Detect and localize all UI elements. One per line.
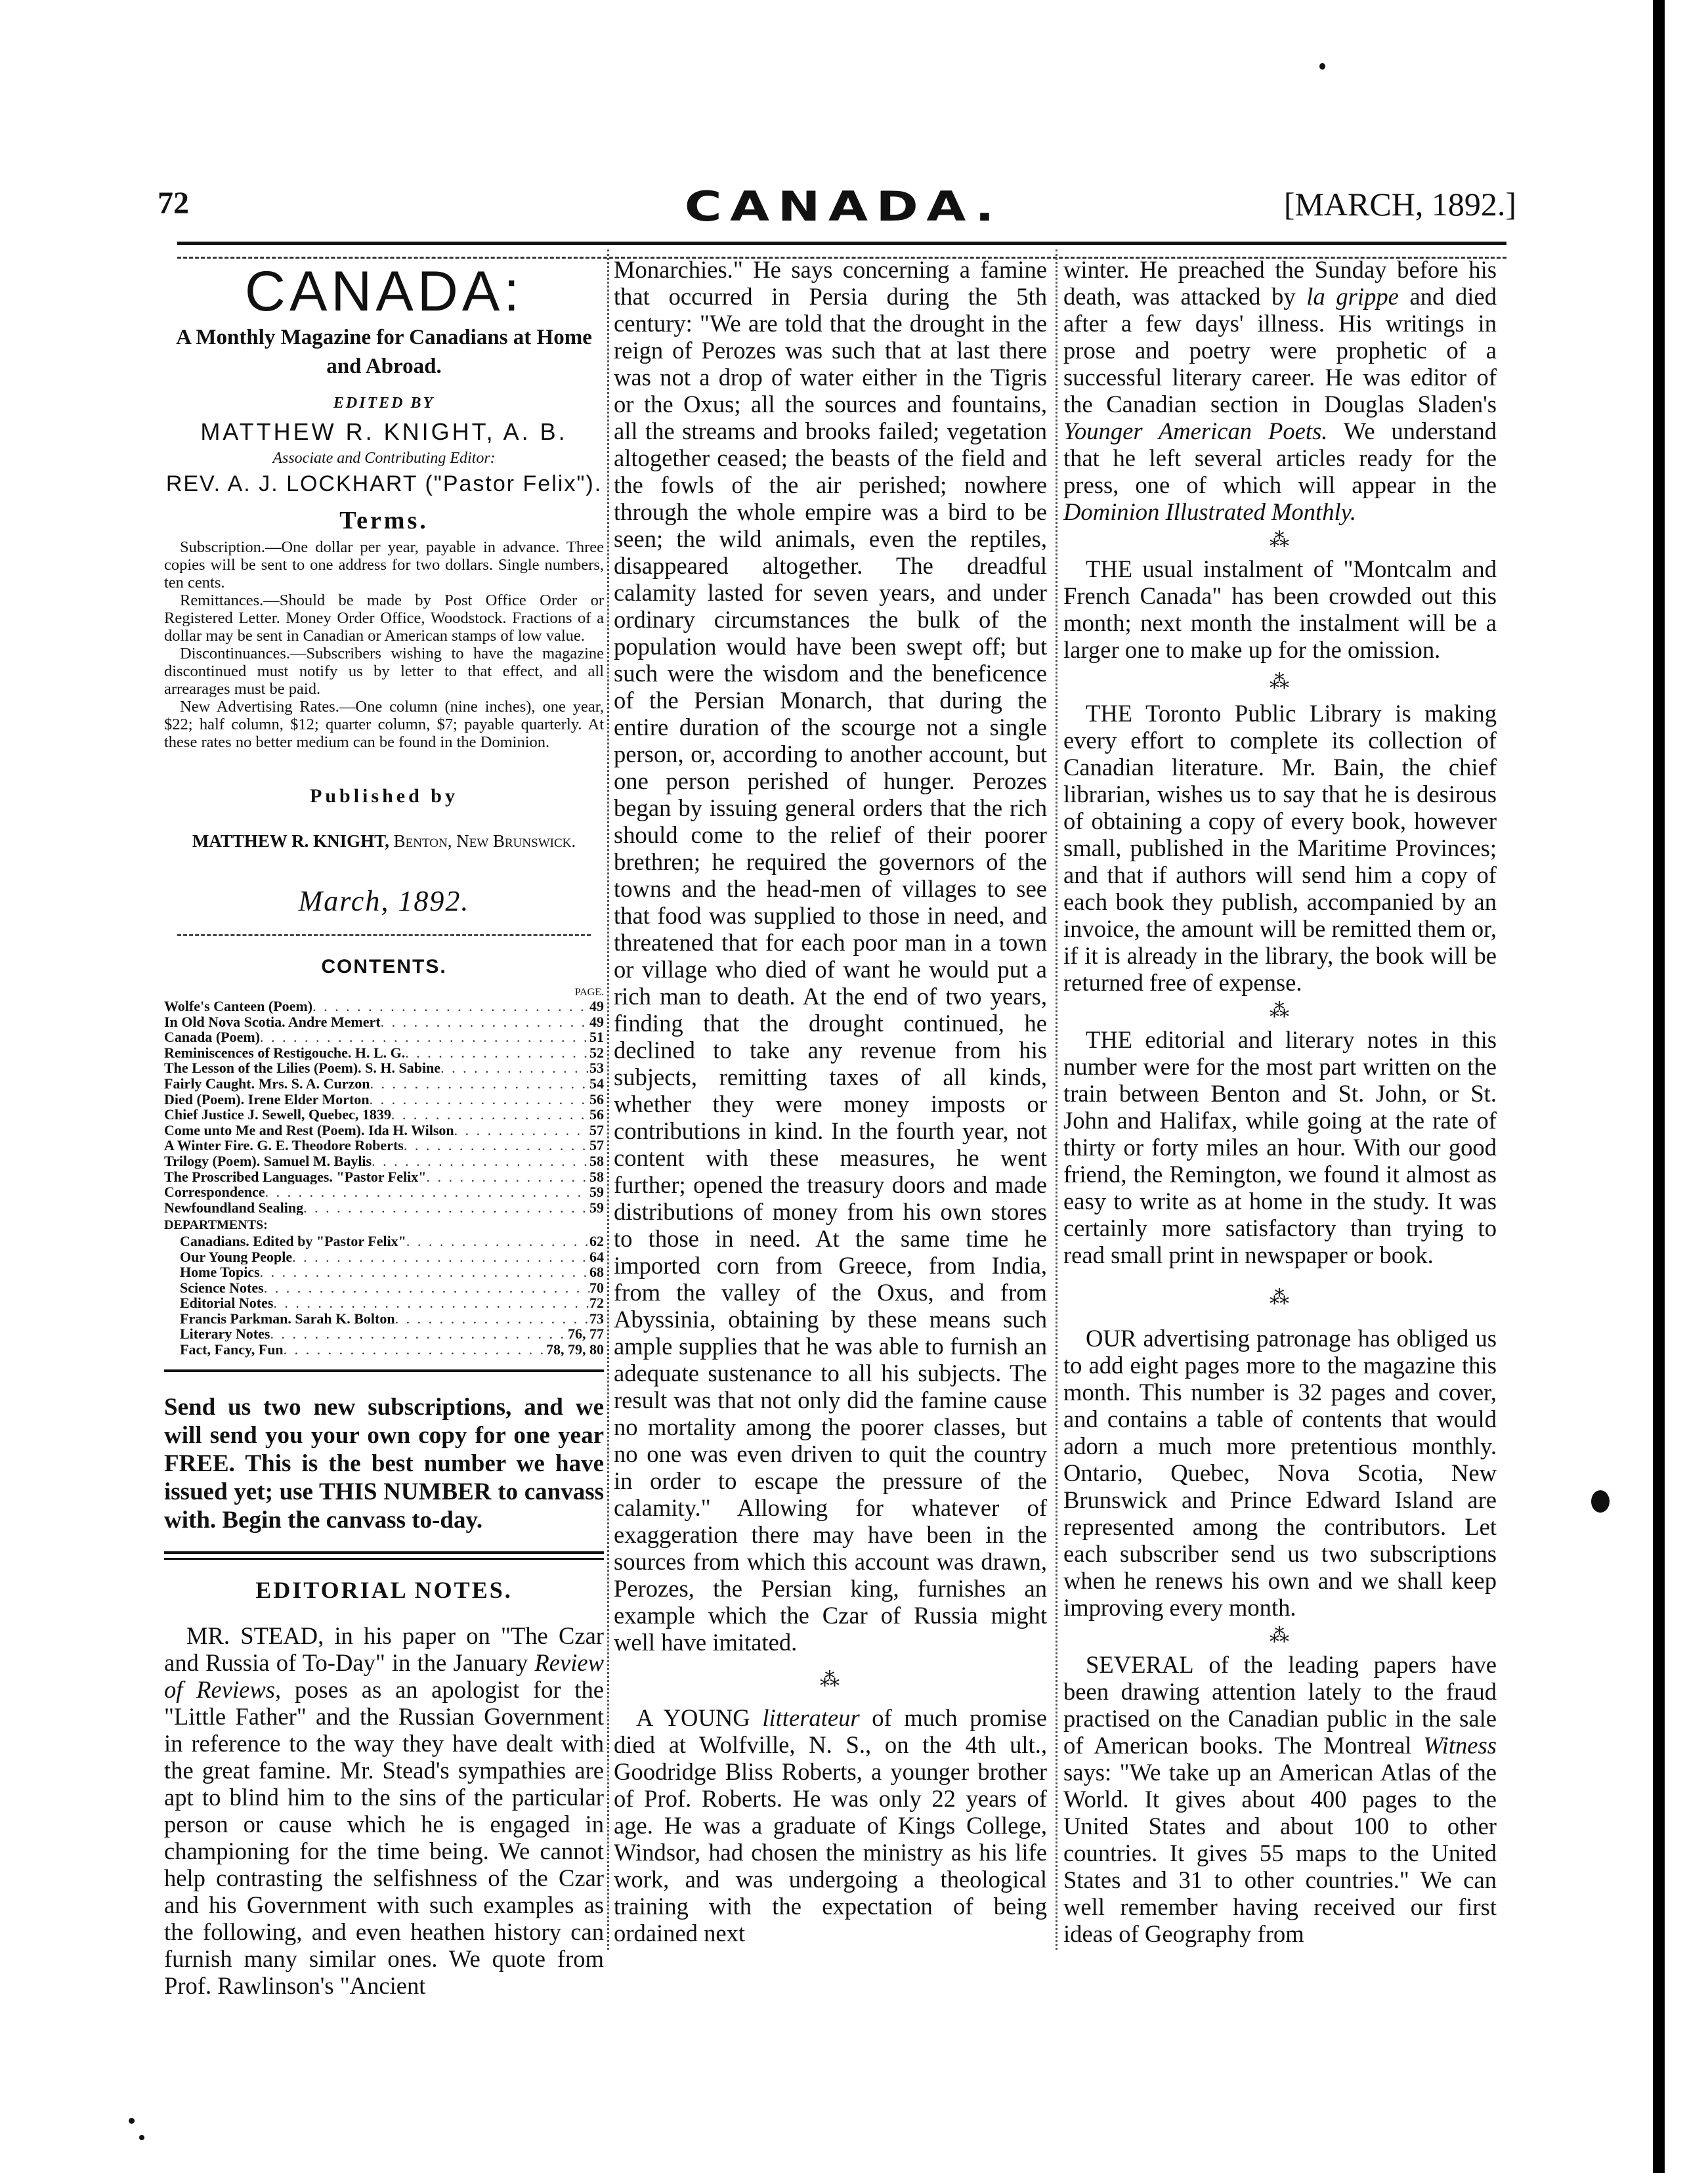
toc-title: Newfoundland Sealing xyxy=(164,1199,304,1216)
divider xyxy=(177,934,591,936)
print-speck xyxy=(1319,63,1325,70)
toc-page: 52 xyxy=(589,1044,604,1061)
asterism: ⁂ xyxy=(1270,1625,1291,1646)
toc-row xyxy=(164,1200,604,1216)
toc-leader xyxy=(264,1280,589,1296)
text-run: of the leading papers have been drawing attention lately to the fraud practised on the Canadian public in the sale of American books. The Montreal xyxy=(1063,1651,1497,1759)
italic-title: Review of Reviews, xyxy=(164,1648,604,1703)
toc-row xyxy=(180,1249,604,1265)
toc-leader xyxy=(292,1249,589,1265)
toc-leader xyxy=(284,1342,546,1358)
toc-row xyxy=(180,1234,604,1249)
terms-remittances: Remittances.—Should be made by Post Office Order or Registered Letter. Money Order Office, Woodstock. Fractions of a dollar may be sent in Canadian or American stamps of low value. xyxy=(164,592,604,645)
toc-row xyxy=(164,1045,604,1061)
lead-words: MR. STEAD, xyxy=(186,1622,324,1649)
toc-page: 73 xyxy=(589,1310,604,1327)
toc-leader xyxy=(260,1029,589,1045)
column-right xyxy=(1063,256,1497,1947)
toc-row xyxy=(164,999,604,1014)
toc-row xyxy=(164,1138,604,1153)
terms-discontinuances: Discontinuances.—Subscribers wishing to have the magazine discontinued must notify us by letter to that effect, and all arrearages must be paid. xyxy=(164,645,604,698)
toc-page: 56 xyxy=(589,1107,604,1123)
toc-row xyxy=(164,1060,604,1076)
toc-leader xyxy=(273,1295,589,1311)
toc-page: 57 xyxy=(589,1138,604,1153)
toc-title: Fact, Fancy, Fun xyxy=(180,1342,284,1358)
toc-leader xyxy=(303,1200,589,1216)
toc-row xyxy=(180,1311,604,1327)
toc-page: 58 xyxy=(589,1169,604,1185)
american-books-paragraph xyxy=(1063,1651,1497,1947)
toc-departments xyxy=(164,1234,604,1358)
toc-title: Correspondence xyxy=(164,1184,265,1200)
italic-title: Younger American Poets. xyxy=(1063,418,1328,444)
toc-page: 59 xyxy=(589,1199,604,1216)
toc-title: Reminiscences of Restigouche. H. L. G. xyxy=(164,1044,406,1061)
toc-title: Science Notes xyxy=(180,1280,264,1296)
toc-page: 49 xyxy=(589,1014,604,1030)
toc-departments-label: DEPARTMENTS: xyxy=(164,1218,268,1233)
terms-subscription: Subscription.—One dollar per year, payable in advance. Three copies will be sent to one address for two dollars. Single numbers, ten cents. xyxy=(164,538,604,592)
toc-leader xyxy=(454,1123,589,1138)
italic-phrase: la grippe xyxy=(1306,283,1399,310)
toc-row xyxy=(164,1014,604,1030)
toc-title: Wolfe's Canteen (Poem) xyxy=(164,999,313,1014)
print-speck xyxy=(139,2135,144,2140)
toc-title: Editorial Notes xyxy=(180,1295,274,1311)
text-run: advertising patronage has obliged us to add eight pages more to the magazine this month. This number is 32 pages and cover, and contains a table of contents that would adorn a much more pretentious monthly. Ontario, Quebec, Nova Scotia, New Brunswick and Prince Edward Island are represented among the contributors. Let each subscriber send us two subscriptions when he renews his own and we shall keep improving every month. xyxy=(1063,1325,1497,1621)
asterism: ⁂ xyxy=(1270,1000,1291,1022)
text-run: winter. He preached the Sunday before his death, was attacked by xyxy=(1063,256,1497,310)
subscription-promo: Send us two new subscriptions, and we will send you your own copy for one year FREE. This is the best number we have issued yet; use THIS NUMBER to canvass with. Begin the canvass to-day. xyxy=(164,1393,604,1534)
terms-heading: Terms. xyxy=(339,507,429,534)
running-title: CANADA. xyxy=(684,183,1003,230)
toc-page: 49 xyxy=(589,999,604,1014)
lead-words: THE xyxy=(1086,555,1133,582)
column-divider xyxy=(1056,249,1057,1950)
asterism: ⁂ xyxy=(820,1669,841,1690)
toc-row xyxy=(180,1295,604,1311)
publisher-name: MATTHEW R. KNIGHT, xyxy=(192,831,389,851)
page-edge-shadow xyxy=(1653,0,1665,2173)
contents-heading: CONTENTS. xyxy=(321,956,447,978)
issue-line: March, 1892. xyxy=(298,885,470,917)
print-speck xyxy=(129,2118,135,2124)
persia-famine-paragraph: Monarchies." He says concerning a famine that occurred in Persia during the 5th century: "We are told that the drought in the reign of Perozes was such that at last there was not a drop of water either in the Tigris or the Oxus; all the sources and fountains, all the streams and brooks failed; vegetation altogether ceased; the beasts of the field and the fowls of the air perished; nowhere through the whole empire was a bird to be seen; the wild animals, even the reptiles, disappeared altogether. The dreadful calamity lasted for seven years, and under ordinary circumstances the bulk of the population would have been swept off; but such were the wisdom and the beneficence of the Persian Monarch, that during the entire duration of the scourge not a single person, or, according to another account, but one person perished of hunger. Perozes began by issuing general orders that the rich should come to the relief of their poorer brethren; he required the governors of the towns and the head-men of villages to see that food was supplied to those in need, and threatened that for each poor man in a town or village who died of want he would put a rich man to death. At the end of two years, finding that the drought continued, he declined to take any revenue from his subjects, remitting taxes of all kinds, whether they were money imposts or contributions in kind. In the fourth year, not content with these measures, he went further; opened the treasury doors and made distributions of money from his own stores to those in need. At the same time he imported corn from Greece, from India, from the valley of the Oxus, and from Abyssinia, obtaining by these means such ample supplies that he was able to furnish an adequate sustenance to all his subjects. The result was that not only did the famine cause no mortality among the poorer classes, but no one was even driven to quit the country in order to escape the pressure of the calamity." Allowing for whatever of exaggeration there may have been in the sources from which this account was drawn, Perozes, the Persian king, furnishes an example which the Czar of Russia might well have imitated. xyxy=(614,256,1047,1656)
toc-leader xyxy=(270,1326,568,1342)
italic-title: Witness xyxy=(1423,1732,1497,1759)
column-divider xyxy=(607,249,609,1950)
toc-leader xyxy=(372,1153,589,1169)
toc-leader xyxy=(381,1014,589,1030)
toc-page: 59 xyxy=(589,1184,604,1200)
toc-title: Come unto Me and Rest (Poem). Ida H. Wilson xyxy=(164,1122,454,1138)
column-middle xyxy=(614,256,1047,1947)
montcalm-paragraph xyxy=(1063,555,1497,663)
toc-page: 57 xyxy=(589,1122,604,1138)
toc-leader xyxy=(265,1184,589,1200)
lead-words: THE xyxy=(1086,700,1133,727)
toc-row xyxy=(164,1184,604,1200)
toc-items xyxy=(164,999,604,1215)
obituary-paragraph xyxy=(614,1704,1047,1947)
toc-leader xyxy=(370,1092,589,1108)
toc-row xyxy=(164,1153,604,1169)
lead-words: A YOUNG xyxy=(636,1704,750,1731)
editorial-paragraph xyxy=(164,1622,604,1999)
toc-row xyxy=(164,1123,604,1138)
toc-title: In Old Nova Scotia. Andre Memert xyxy=(164,1014,381,1030)
toc-title: Chief Justice J. Sewell, Quebec, 1839 xyxy=(164,1107,391,1123)
toc-title: Francis Parkman. Sarah K. Bolton xyxy=(180,1310,395,1327)
publisher-line xyxy=(164,828,604,855)
toc-leader xyxy=(395,1311,589,1327)
double-rule xyxy=(164,1551,604,1560)
toc-page: 51 xyxy=(589,1029,604,1045)
text-run: in his paper on "The Czar and Russia of To-Day" in the January xyxy=(164,1622,604,1676)
toc-leader xyxy=(440,1060,589,1076)
toc-page: 58 xyxy=(589,1153,604,1169)
toc-page: 70 xyxy=(589,1280,604,1296)
text-run: We understand that he left several articles ready for the press, one of which will appear in the xyxy=(1063,418,1497,498)
toc-page: 72 xyxy=(589,1295,604,1311)
edited-by-label: EDITED BY xyxy=(333,395,435,412)
toc-row xyxy=(180,1326,604,1342)
toc-title: Literary Notes xyxy=(180,1326,270,1343)
train-notes-paragraph xyxy=(1063,1026,1497,1268)
library-paragraph xyxy=(1063,700,1497,996)
lead-words: SEVERAL xyxy=(1086,1651,1194,1678)
toc-page: 62 xyxy=(589,1233,604,1249)
toc-page: 64 xyxy=(589,1249,604,1265)
italic-title: Dominion Illustrated Monthly. xyxy=(1063,498,1357,525)
asterism: ⁂ xyxy=(1270,1287,1291,1308)
asterism: ⁂ xyxy=(1270,671,1291,693)
toc-row xyxy=(164,1092,604,1108)
toc-page: 78, 79, 80 xyxy=(546,1342,604,1358)
toc-leader xyxy=(312,999,589,1014)
toc-title: Our Young People xyxy=(180,1249,293,1265)
toc-row xyxy=(180,1264,604,1280)
toc-title: Trilogy (Poem). Samuel M. Baylis xyxy=(164,1153,372,1169)
toc-leader xyxy=(406,1234,589,1249)
toc-page: 53 xyxy=(589,1060,604,1076)
column-left xyxy=(164,256,604,1999)
publisher-place: Benton, New Brunswick. xyxy=(393,831,576,851)
asterism: ⁂ xyxy=(1270,529,1291,551)
toc-row xyxy=(164,1029,604,1045)
toc-title: Canadians. Edited by "Pastor Felix" xyxy=(180,1233,406,1249)
toc-leader xyxy=(370,1076,590,1092)
toc-row xyxy=(164,1076,604,1092)
toc-title: The Proscribed Languages. "Pastor Felix" xyxy=(164,1169,427,1185)
issue-date: [MARCH, 1892.] xyxy=(1283,186,1516,223)
toc-title: Home Topics xyxy=(180,1264,260,1280)
toc-leader xyxy=(426,1169,589,1185)
toc-row xyxy=(164,1169,604,1185)
toc-title: Fairly Caught. Mrs. S. A. Curzon xyxy=(164,1075,370,1092)
lead-words: THE xyxy=(1086,1026,1133,1053)
toc-bottom-rule xyxy=(164,1369,604,1372)
masthead-title: CANADA: xyxy=(244,260,524,323)
masthead-subtitle: A Monthly Magazine for Canadians at Home and Abroad. xyxy=(176,326,592,378)
toc-title: Canada (Poem) xyxy=(164,1029,261,1045)
editor-name: MATTHEW R. KNIGHT, A. B. xyxy=(200,418,568,445)
terms-block xyxy=(164,538,604,751)
toc-page: 56 xyxy=(589,1091,604,1108)
toc-leader xyxy=(391,1107,589,1123)
terms-advertising: New Advertising Rates.—One column (nine inches), one year, $22; half column, $12; quarter column, $7; payable quarterly. At these rates no better medium can be found in the Dominion. xyxy=(164,698,604,751)
editorial-notes-heading: EDITORIAL NOTES. xyxy=(255,1576,513,1603)
lead-words: OUR xyxy=(1086,1325,1137,1352)
toc-page: 54 xyxy=(589,1075,604,1092)
running-header xyxy=(158,185,1516,244)
toc-row xyxy=(180,1342,604,1358)
toc-page-label: PAGE. xyxy=(574,987,604,998)
table-of-contents xyxy=(164,987,604,1372)
text-run: of much promise died at Wolfville, N. S., on the 4th ult., Goodridge Bliss Roberts, a younger brother of Prof. Roberts. He was only 22 years of age. He was a graduate of Kings College, Windsor, had chosen the ministry as his life work, and was undergoing a theological training with the expectation of being ordained next xyxy=(614,1704,1047,1947)
toc-title: Died (Poem). Irene Elder Morton xyxy=(164,1091,370,1108)
print-speck xyxy=(1591,1490,1610,1513)
associate-editor-label: Associate and Contributing Editor: xyxy=(272,450,496,467)
text-run: and died after a few days' illness. His writings in prose and poetry were prophetic of a successful literary career. He was editor of the Canadian section in Douglas Sladen's xyxy=(1063,283,1497,418)
associate-editor-name: REV. A. J. LOCKHART ("Pastor Felix"). xyxy=(165,471,603,496)
text-run: usual instalment of "Montcalm and French Canada" has been crowded out this month; next month the instalment will be a larger one to make up for the omission. xyxy=(1063,555,1497,663)
toc-page: 76, 77 xyxy=(568,1326,604,1343)
toc-leader xyxy=(405,1045,589,1061)
toc-leader xyxy=(260,1264,589,1280)
page-number: 72 xyxy=(158,186,189,221)
advertising-paragraph xyxy=(1063,1325,1497,1621)
toc-leader xyxy=(404,1138,589,1153)
toc-row xyxy=(180,1280,604,1296)
published-by-label: Published by xyxy=(310,785,458,807)
toc-title: A Winter Fire. G. E. Theodore Roberts xyxy=(164,1138,404,1153)
text-run: editorial and literary notes in this number were for the most part written on the train between Benton and St. John, or St. John and Halifax, while going at the rate of thirty or forty miles an hour. With our good friend, the Remington, we found it almost as easy to write as at home in the study. It was certainly more satisfactory than trying to read small print in newspaper or book. xyxy=(1063,1026,1497,1268)
toc-page: 68 xyxy=(589,1264,604,1280)
toc-title: The Lesson of the Lilies (Poem). S. H. Sabine xyxy=(164,1060,441,1076)
italic-word: litterateur xyxy=(762,1704,860,1731)
text-run: Toronto Public Library is making every effort to complete its collection of Canadian literature. Mr. Bain, the chief librarian, wishes us to say that he is desirous of obtaining a copy of every book, however small, published in the Maritime Provinces; and that if authors will send him a copy of each book they publish, accompanied by an invoice, the amount will be remitted them or, if it is already in the library, the book will be returned free of expense. xyxy=(1063,700,1497,996)
text-run: says: "We take up an American Atlas of the World. It gives about 400 pages to the United States and about 100 to other countries. It gives 55 maps to the United States and 31 to other countries." We can well remember having received our first ideas of Geography from xyxy=(1063,1759,1497,1947)
obituary-continued xyxy=(1063,256,1497,525)
toc-row xyxy=(164,1107,604,1123)
text-run: poses as an apologist for the "Little Father" and the Russian Government in reference to the way they have dealt with the great famine. Mr. Stead's sympathies are apt to blind him to the sins of the particular person or cause which he is engaged in championing for the time being. We cannot help contrasting the selfishness of the Czar and his Government with such examples as the following, and even heathen history can furnish many similar ones. We quote from Prof. Rawlinson's "Ancient xyxy=(164,1675,604,1999)
